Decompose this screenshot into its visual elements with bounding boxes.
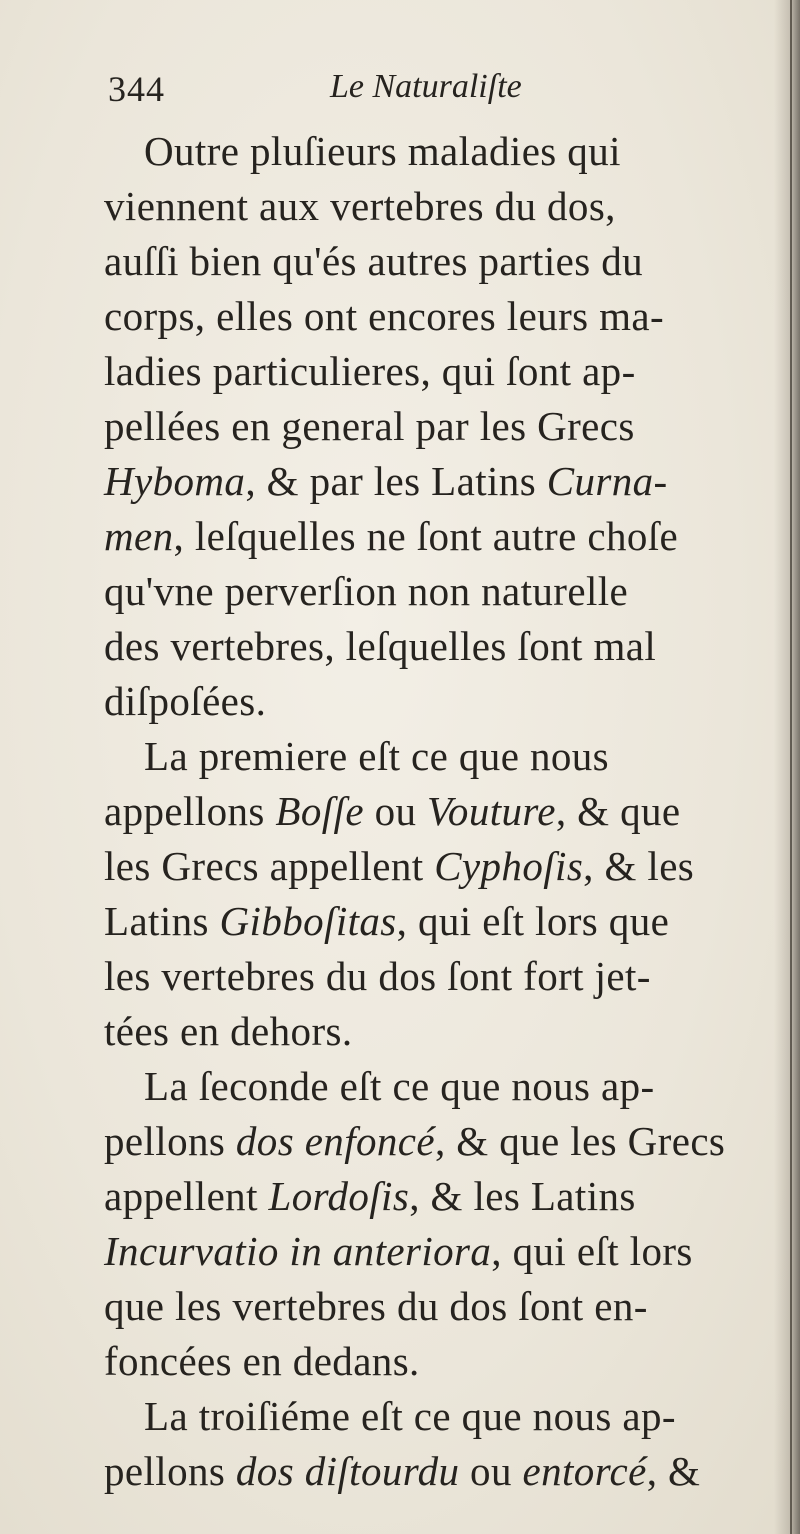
page-edge-shadow	[774, 0, 800, 1534]
text-line	[104, 894, 784, 949]
text-run: Latins	[104, 898, 220, 944]
text-run: ou	[459, 1448, 523, 1494]
text-run: , & par les Latins	[245, 458, 547, 504]
text-run: pellons	[104, 1448, 236, 1494]
text-run: tées en dehors.	[104, 1008, 353, 1054]
text-run: , leſquelles ne ſont autre choſe	[173, 513, 679, 559]
text-line	[104, 949, 784, 1004]
text-run: pellées en general par les Grecs	[104, 403, 635, 449]
text-line	[104, 619, 784, 674]
text-line	[104, 1114, 784, 1169]
text-run: La ſeconde eſt ce que nous ap-	[144, 1063, 655, 1109]
text-line	[104, 1279, 784, 1334]
italic-term: Boſſe	[275, 788, 364, 834]
text-run: , qui eſt lors	[491, 1228, 693, 1274]
italic-term: Incurvatio in anteriora	[104, 1228, 492, 1274]
italic-term: men	[104, 513, 174, 559]
text-run: les Grecs appellent	[104, 843, 435, 889]
text-run: La premiere eſt ce que nous	[144, 733, 610, 779]
text-line	[104, 1224, 784, 1279]
italic-term: Gibboſitas	[219, 898, 397, 944]
page-number: 344	[108, 69, 165, 109]
text-run: que les vertebres du dos ſont en-	[104, 1283, 648, 1329]
text-run: , &	[646, 1448, 701, 1494]
text-line	[104, 564, 784, 619]
text-run: , & que	[555, 788, 681, 834]
text-run: des vertebres, leſquelles ſont mal	[104, 623, 657, 669]
text-line	[104, 1169, 784, 1224]
text-run: appellons	[104, 788, 276, 834]
page-edge	[790, 0, 792, 1534]
text-run: auſſi bien qu'és autres parties du	[104, 238, 644, 284]
italic-term: entorcé	[522, 1448, 647, 1494]
text-line	[104, 454, 784, 509]
text-line	[104, 399, 784, 454]
text-run: corps, elles ont encores leurs ma-	[104, 293, 665, 339]
text-line	[104, 1389, 784, 1444]
italic-term: Hyboma	[104, 458, 246, 504]
body-text	[104, 124, 784, 1499]
text-line	[104, 729, 784, 784]
italic-term: dos diſtourdu	[235, 1448, 460, 1494]
italic-term: Vouture	[427, 788, 556, 834]
text-line	[104, 839, 784, 894]
text-run: , qui eſt lors que	[396, 898, 670, 944]
text-line	[104, 784, 784, 839]
italic-term: Lordoſis	[268, 1173, 410, 1219]
text-run: diſpoſées.	[104, 678, 267, 724]
text-run: foncées en dedans.	[104, 1338, 420, 1384]
text-line	[104, 509, 784, 564]
text-run: ou	[363, 788, 428, 834]
text-line	[104, 124, 784, 179]
text-line	[104, 179, 784, 234]
text-run: , & que les Grecs	[434, 1118, 726, 1164]
text-line	[104, 234, 784, 289]
text-run: les vertebres du dos ſont fort jet-	[104, 953, 651, 999]
text-run: , & les Latins	[409, 1173, 636, 1219]
text-run: La troiſiéme eſt ce que nous ap-	[144, 1393, 676, 1439]
text-line	[104, 344, 784, 399]
text-run: , & les	[583, 843, 695, 889]
page-header	[108, 68, 668, 118]
text-line	[104, 1059, 784, 1114]
italic-term: dos enfoncé	[235, 1118, 435, 1164]
text-line	[104, 1334, 784, 1389]
text-run: pellons	[104, 1118, 236, 1164]
text-run: appellent	[104, 1173, 269, 1219]
text-line	[104, 1004, 784, 1059]
text-line	[104, 674, 784, 729]
text-line	[104, 1444, 784, 1499]
text-run: qu'vne perverſion non naturelle	[104, 568, 629, 614]
text-line	[104, 289, 784, 344]
text-run: ladies particulieres, qui ſont ap-	[104, 348, 636, 394]
text-run: viennent aux vertebres du dos,	[104, 183, 616, 229]
text-run: Outre pluſieurs maladies qui	[144, 128, 621, 174]
running-title: Le Naturaliſte	[330, 68, 522, 105]
italic-term: Cyphoſis	[434, 843, 584, 889]
italic-term: Curna-	[546, 458, 668, 504]
